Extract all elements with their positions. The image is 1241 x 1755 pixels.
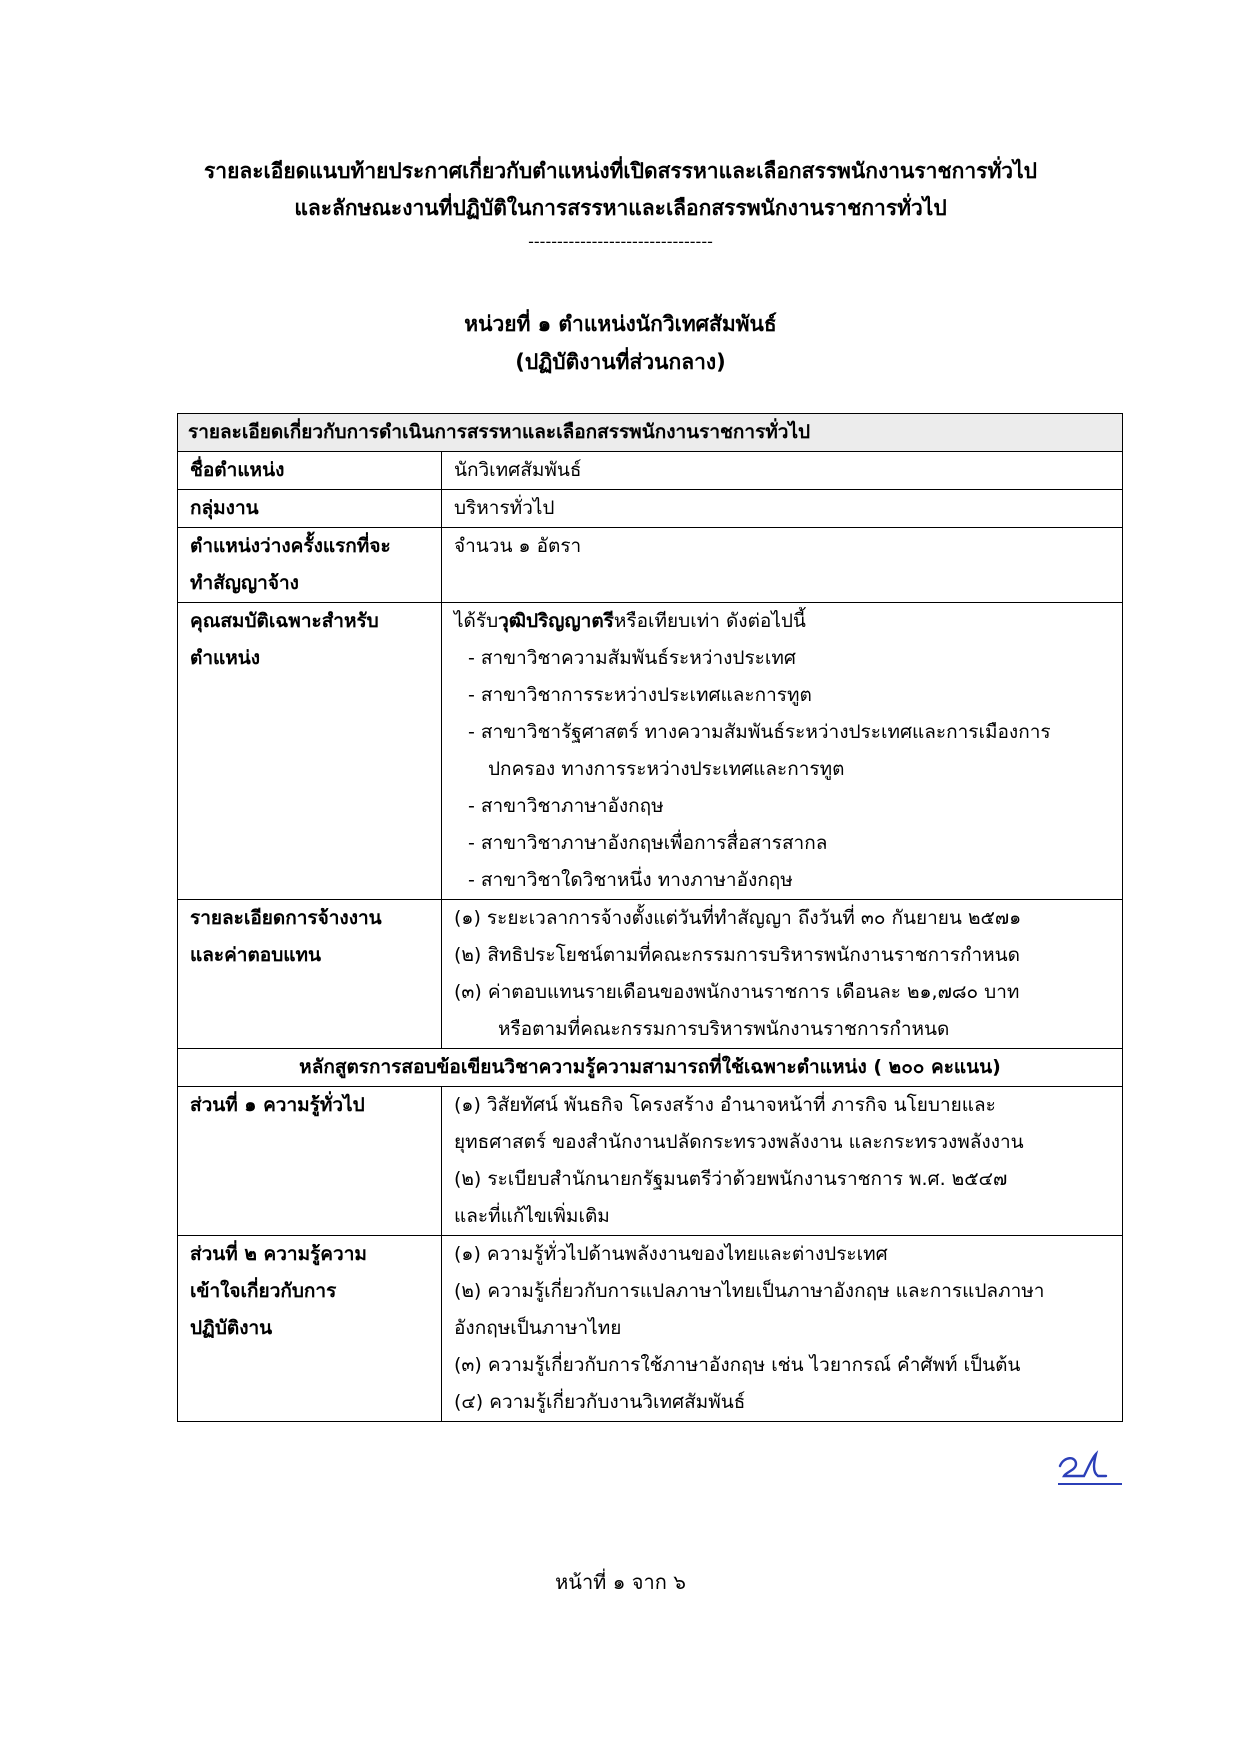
qualification-item: - สาขาวิชาใดวิชาหนึ่ง ทางภาษาอังกฤษ	[468, 869, 793, 891]
vacancy-label-line2: ทำสัญญาจ้าง	[190, 572, 299, 594]
position-label: ชื่อตำแหน่ง	[178, 452, 442, 490]
signature-initials	[1054, 1448, 1126, 1488]
section2-header-row	[178, 1049, 1123, 1087]
details-table	[177, 413, 1123, 1422]
employment-item: (๒) สิทธิประโยชน์ตามที่คณะกรรมการบริหารพนักงานราชการกำหนด	[454, 944, 1021, 966]
part1-item: (๑) วิสัยทัศน์ พันธกิจ โครงสร้าง อำนาจหน้าที่ ภารกิจ นโยบายและ	[454, 1094, 996, 1116]
qualification-intro-post: หรือเทียบเท่า ดังต่อไปนี้	[613, 610, 806, 632]
employment-label-line2: และค่าตอบแทน	[190, 944, 322, 966]
page-number: หน้าที่ ๑ จาก ๖	[555, 1570, 686, 1594]
part2-label	[178, 1236, 442, 1422]
part1-label: ส่วนที่ ๑ ความรู้ทั่วไป	[178, 1087, 442, 1236]
part2-item: (๑) ความรู้ทั่วไปด้านพลังงานของไทยและต่างประเทศ	[454, 1243, 888, 1265]
position-value: นักวิเทศสัมพันธ์	[442, 452, 1123, 490]
qualification-item: - สาขาวิชารัฐศาสตร์ ทางความสัมพันธ์ระหว่างประเทศและการเมืองการ	[468, 721, 1051, 743]
part2-item: อังกฤษเป็นภาษาไทย	[454, 1317, 622, 1339]
vacancy-label	[178, 528, 442, 603]
title-separator: --------------------------------	[528, 232, 713, 251]
employment-value	[442, 900, 1123, 1049]
employment-item: (๓) ค่าตอบแทนรายเดือนของพนักงานราชการ เดือนละ ๒๑,๗๘๐ บาท	[454, 981, 1020, 1003]
qualification-value	[442, 603, 1123, 900]
section1-header-row	[178, 414, 1123, 452]
employment-row	[178, 900, 1123, 1049]
part1-value	[442, 1087, 1123, 1236]
part2-label-line3: ปฏิบัติงาน	[190, 1317, 273, 1339]
qualification-label	[178, 603, 442, 900]
group-label: กลุ่มงาน	[178, 490, 442, 528]
part2-row	[178, 1236, 1123, 1422]
document-title-line1: รายละเอียดแนบท้ายประกาศเกี่ยวกับตำแหน่งที่เปิดสรรหาและเลือกสรรพนักงานราชการทั่วไป	[204, 159, 1037, 183]
part1-row	[178, 1087, 1123, 1236]
part2-label-line1: ส่วนที่ ๒ ความรู้ความ	[190, 1243, 367, 1265]
qualification-item: - สาขาวิชาภาษาอังกฤษ	[468, 795, 664, 817]
qualification-item: - สาขาวิชาความสัมพันธ์ระหว่างประเทศ	[468, 647, 796, 669]
part2-item: (๔) ความรู้เกี่ยวกับงานวิเทศสัมพันธ์	[454, 1391, 746, 1413]
part2-value	[442, 1236, 1123, 1422]
part2-label-line2: เข้าใจเกี่ยวกับการ	[190, 1280, 337, 1302]
part2-item: (๓) ความรู้เกี่ยวกับการใช้ภาษาอังกฤษ เช่น ไวยากรณ์ คำศัพท์ เป็นต้น	[454, 1354, 1021, 1376]
document-title-line2: และลักษณะงานที่ปฏิบัติในการสรรหาและเลือกสรรพนักงานราชการทั่วไป	[294, 196, 947, 220]
qualification-row	[178, 603, 1123, 900]
qualification-label-line1: คุณสมบัติเฉพาะสำหรับ	[190, 610, 379, 632]
qualification-intro-pre: ได้รับ	[454, 610, 499, 632]
qualification-item: - สาขาวิชาการระหว่างประเทศและการทูต	[468, 684, 812, 706]
part1-item: ยุทธศาสตร์ ของสำนักงานปลัดกระทรวงพลังงาน และกระทรวงพลังงาน	[454, 1131, 1024, 1153]
qualification-item: - สาขาวิชาภาษาอังกฤษเพื่อการสื่อสารสากล	[468, 832, 828, 854]
unit-subtitle: (ปฏิบัติงานที่ส่วนกลาง)	[515, 350, 726, 374]
section1-header: รายละเอียดเกี่ยวกับการดำเนินการสรรหาและเลือกสรรพนักงานราชการทั่วไป	[178, 414, 1123, 452]
part1-item: (๒) ระเบียบสำนักนายกรัฐมนตรีว่าด้วยพนักงานราชการ พ.ศ. ๒๕๔๗	[454, 1168, 1008, 1190]
unit-title: หน่วยที่ ๑ ตำแหน่งนักวิเทศสัมพันธ์	[464, 312, 777, 336]
vacancy-row	[178, 528, 1123, 603]
employment-item-continued: หรือตามที่คณะกรรมการบริหารพนักงานราชการกำหนด	[498, 1018, 950, 1040]
qualification-intro	[454, 603, 1110, 640]
qualification-degree: วุฒิปริญญาตรี	[498, 610, 614, 632]
vacancy-label-line1: ตำแหน่งว่างครั้งแรกที่จะ	[190, 535, 391, 557]
position-row	[178, 452, 1123, 490]
group-row	[178, 490, 1123, 528]
employment-label-line1: รายละเอียดการจ้างงาน	[190, 907, 382, 929]
qualification-item-continued: ปกครอง ทางการระหว่างประเทศและการทูต	[488, 758, 845, 780]
vacancy-value: จำนวน ๑ อัตรา	[442, 528, 1123, 603]
section2-header: หลักสูตรการสอบข้อเขียนวิชาความรู้ความสามารถที่ใช้เฉพาะตำแหน่ง ( ๒๐๐ คะแนน)	[178, 1049, 1123, 1087]
qualification-label-line2: ตำแหน่ง	[190, 647, 261, 669]
employment-item: (๑) ระยะเวลาการจ้างตั้งแต่วันที่ทำสัญญา ถึงวันที่ ๓๐ กันยายน ๒๕๗๑	[454, 907, 1022, 929]
part2-item: (๒) ความรู้เกี่ยวกับการแปลภาษาไทยเป็นภาษาอังกฤษ และการแปลภาษา	[454, 1280, 1045, 1302]
part1-item: และที่แก้ไขเพิ่มเติม	[454, 1205, 610, 1227]
group-value: บริหารทั่วไป	[442, 490, 1123, 528]
employment-label	[178, 900, 442, 1049]
